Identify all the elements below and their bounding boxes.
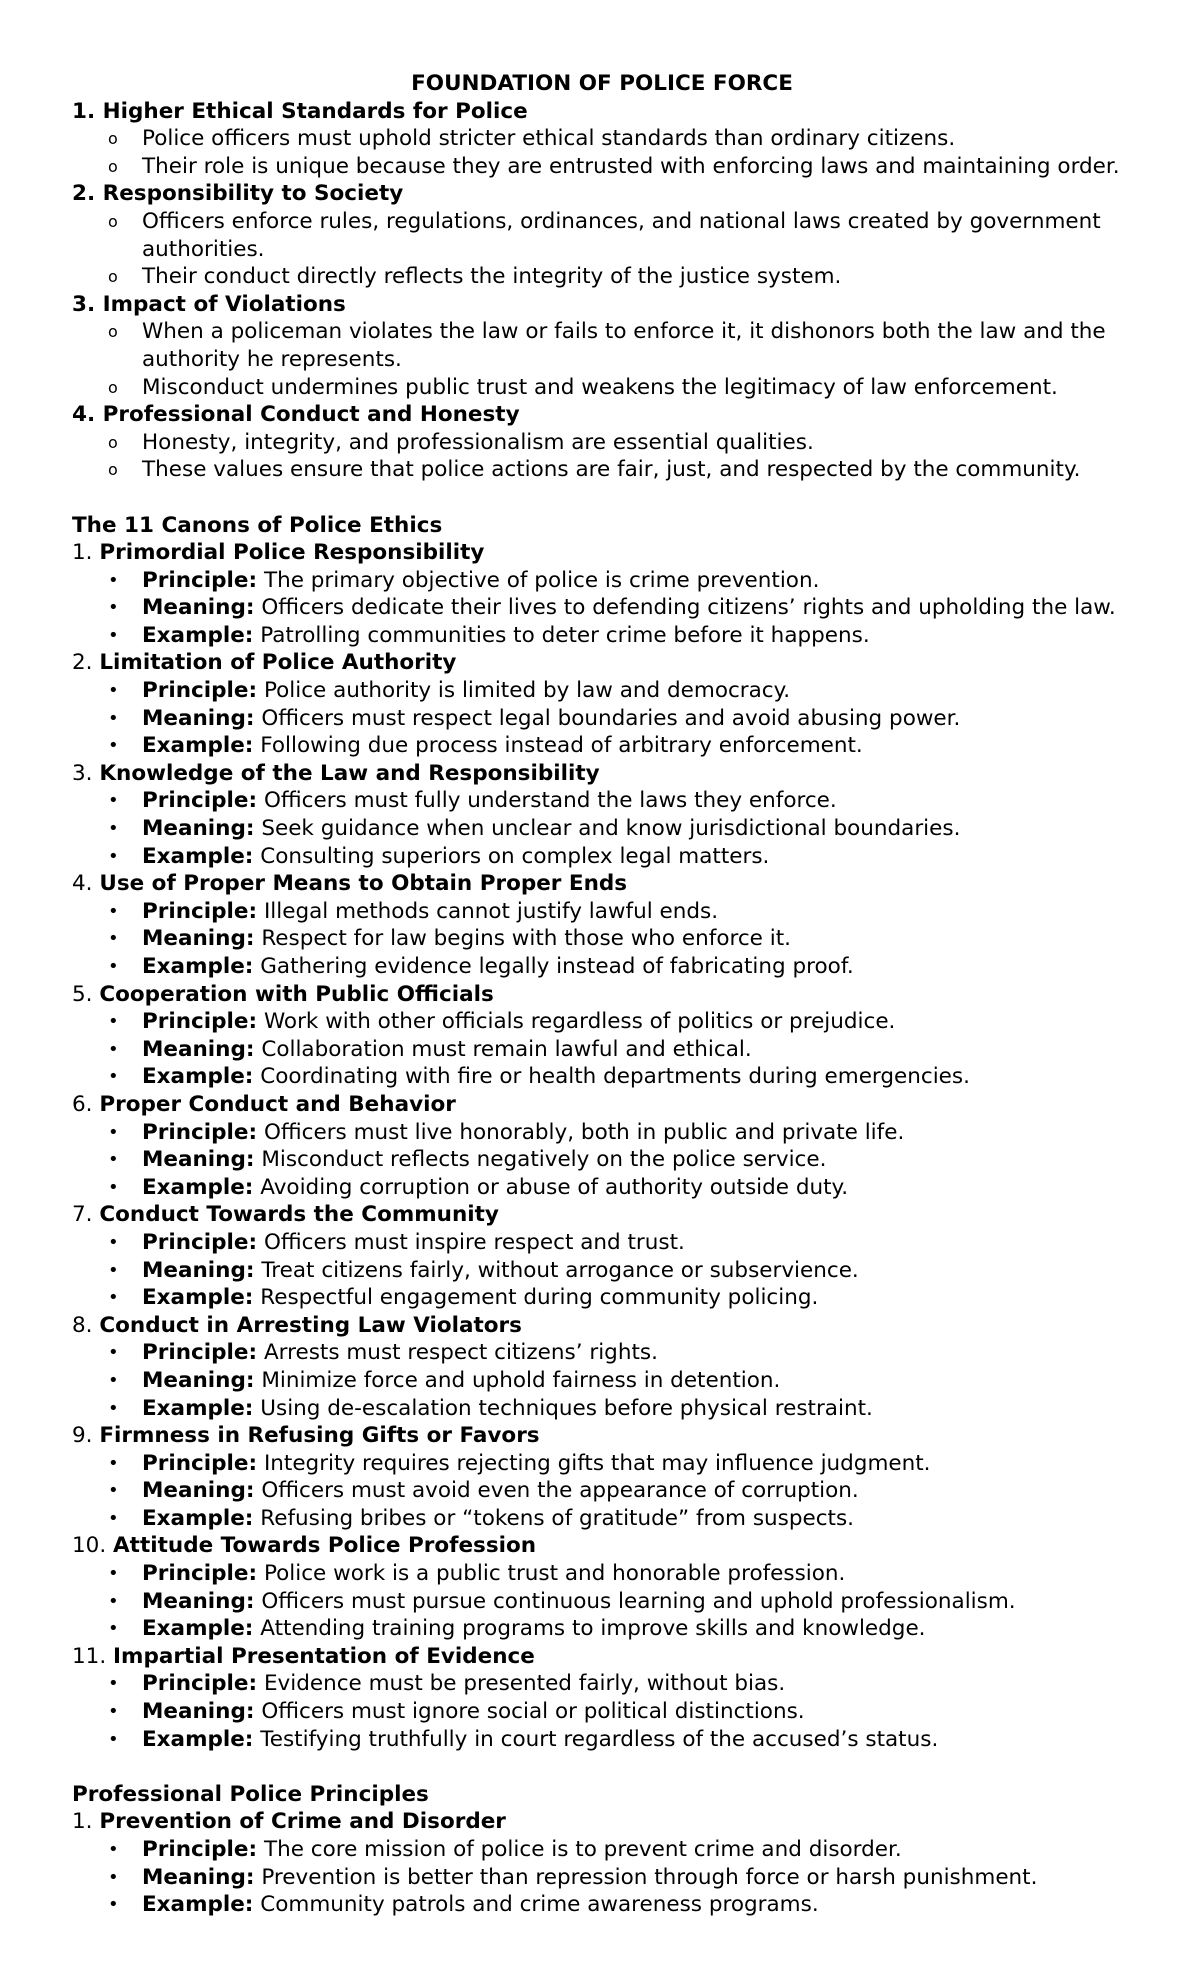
- meaning-label: Meaning:: [142, 705, 255, 731]
- example-text: Respectful engagement during community policing.: [260, 1285, 819, 1311]
- meaning-text: Officers dedicate their lives to defending citizens’ rights and upholding the law.: [261, 595, 1116, 621]
- bullet-icon: •: [108, 1121, 119, 1143]
- bullet-icon: •: [108, 1038, 119, 1060]
- item-text: Honesty, integrity, and professionalism are essential qualities.: [142, 429, 814, 455]
- principle-label: Principle:: [142, 1837, 258, 1862]
- heading-number: 1.: [72, 98, 96, 124]
- heading-number: 2.: [72, 181, 96, 207]
- heading-text: Higher Ethical Standards for Police: [102, 98, 528, 124]
- bullet-principle: [72, 787, 1132, 815]
- example-label: Example:: [142, 1064, 254, 1090]
- item-text: These values ensure that police actions are fair, just, and respected by the community.: [142, 457, 1081, 483]
- document-page: [72, 70, 1132, 1919]
- principle-label: Principle:: [142, 1671, 258, 1697]
- example-label: Example:: [142, 1395, 254, 1421]
- bullet-meaning: [72, 1477, 1132, 1505]
- foundation-item: [72, 208, 1132, 236]
- example-text: Following due process instead of arbitrary enforcement.: [260, 733, 863, 759]
- bullet-icon: •: [108, 1397, 119, 1419]
- bullet-meaning: [72, 705, 1132, 733]
- bullet-icon: •: [108, 845, 119, 867]
- foundation-heading: [72, 98, 1132, 126]
- circle-bullet-icon: o: [108, 322, 118, 342]
- bullet-principle: [72, 1836, 1132, 1864]
- example-label: Example:: [142, 1892, 254, 1918]
- foundation-heading: [72, 180, 1132, 208]
- heading-text: Cooperation with Public Officials: [99, 981, 494, 1007]
- example-label: Example:: [142, 733, 254, 759]
- heading-number: 6.: [72, 1091, 93, 1117]
- heading-text: Proper Conduct and Behavior: [99, 1091, 456, 1117]
- item-text: authority he represents.: [142, 346, 402, 372]
- canons-title: The 11 Canons of Police Ethics: [72, 512, 443, 538]
- heading-number: 1.: [72, 1809, 93, 1835]
- heading-text: Firmness in Refusing Gifts or Favors: [99, 1423, 540, 1449]
- bullet-icon: •: [108, 900, 119, 922]
- heading-text: Impact of Violations: [102, 291, 346, 317]
- circle-bullet-icon: o: [108, 432, 118, 452]
- bullet-principle: [72, 1229, 1132, 1257]
- bullet-example: [72, 1284, 1132, 1312]
- meaning-text: Officers must respect legal boundaries and avoid abusing power.: [261, 705, 961, 731]
- meaning-text: Officers must pursue continuous learning and uphold professionalism.: [261, 1588, 1016, 1614]
- bullet-example: [72, 622, 1132, 650]
- bullet-icon: •: [108, 1618, 119, 1640]
- heading-text: Primordial Police Responsibility: [99, 540, 485, 566]
- bullet-example: [72, 1174, 1132, 1202]
- foundation-item: [72, 236, 1132, 264]
- circle-bullet-icon: o: [108, 129, 118, 149]
- meaning-label: Meaning:: [142, 1147, 255, 1173]
- bullet-icon: •: [108, 1728, 119, 1750]
- heading-number: 3.: [72, 760, 93, 786]
- list-heading: [72, 1091, 1132, 1119]
- bullet-icon: •: [108, 956, 119, 977]
- bullet-meaning: [72, 815, 1132, 843]
- meaning-text: Respect for law begins with those who enforce it.: [261, 926, 791, 952]
- foundation-item: [72, 346, 1132, 374]
- principle-label: Principle:: [142, 1119, 258, 1145]
- bullet-icon: •: [108, 1894, 119, 1916]
- bullet-icon: •: [108, 790, 119, 812]
- principle-label: Principle:: [142, 1450, 258, 1476]
- heading-text: Knowledge of the Law and Responsibility: [99, 760, 600, 786]
- principle-text: Integrity requires rejecting gifts that may influence judgment.: [263, 1450, 931, 1476]
- meaning-label: Meaning:: [142, 1036, 255, 1062]
- bullet-icon: •: [108, 1369, 119, 1391]
- bullet-principle: [72, 1339, 1132, 1367]
- item-text: Their conduct directly reflects the integrity of the justice system.: [142, 264, 842, 290]
- bullet-icon: •: [108, 1701, 119, 1723]
- principle-text: Police authority is limited by law and democracy.: [263, 678, 791, 704]
- foundation-item: [72, 429, 1132, 457]
- example-text: Coordinating with fire or health departments during emergencies.: [260, 1064, 970, 1090]
- foundation-item: [72, 153, 1132, 181]
- meaning-text: Treat citizens fairly, without arrogance or subservience.: [261, 1257, 859, 1283]
- example-label: Example:: [142, 1174, 254, 1200]
- meaning-text: Minimize force and uphold fairness in detention.: [261, 1367, 781, 1393]
- spacer: [72, 1753, 1132, 1781]
- bullet-icon: •: [108, 1287, 119, 1309]
- meaning-label: Meaning:: [142, 1864, 255, 1890]
- example-text: Avoiding corruption or abuse of authority outside duty.: [260, 1174, 849, 1200]
- list-heading: [72, 760, 1132, 788]
- principle-text: The core mission of police is to prevent crime and disorder.: [263, 1837, 902, 1862]
- bullet-principle: [72, 898, 1132, 926]
- principle-text: Officers must fully understand the laws they enforce.: [263, 788, 837, 814]
- bullet-example: [72, 1505, 1132, 1533]
- bullet-icon: •: [108, 1011, 119, 1033]
- bullet-icon: •: [108, 928, 119, 950]
- bullet-example: [72, 843, 1132, 871]
- circle-bullet-icon: o: [108, 460, 118, 480]
- bullet-icon: •: [108, 569, 119, 591]
- principle-label: Principle:: [142, 788, 258, 814]
- heading-number: 3.: [72, 291, 96, 317]
- list-heading: [72, 1201, 1132, 1229]
- principle-label: Principle:: [142, 567, 258, 593]
- example-text: Gathering evidence legally instead of fabricating proof.: [260, 954, 854, 979]
- bullet-icon: •: [108, 1259, 119, 1281]
- canons-list: [72, 539, 1132, 1753]
- list-heading: [72, 1808, 1132, 1836]
- bullet-example: [72, 1726, 1132, 1754]
- bullet-meaning: [72, 1257, 1132, 1285]
- principle-text: Illegal methods cannot justify lawful ends.: [263, 898, 719, 924]
- bullet-icon: •: [108, 1673, 119, 1695]
- heading-text: Prevention of Crime and Disorder: [99, 1809, 506, 1835]
- bullet-icon: •: [108, 818, 119, 840]
- principle-text: Officers must inspire respect and trust.: [263, 1229, 685, 1255]
- example-text: Patrolling communities to deter crime before it happens.: [260, 622, 870, 648]
- list-heading: [72, 649, 1132, 677]
- meaning-label: Meaning:: [142, 595, 255, 621]
- bullet-icon: •: [108, 1507, 119, 1529]
- foundation-item: [72, 374, 1132, 402]
- meaning-label: Meaning:: [142, 1588, 255, 1614]
- principle-label: Principle:: [142, 1009, 258, 1035]
- spacer: [72, 484, 1132, 512]
- bullet-icon: •: [108, 1066, 119, 1088]
- bullet-meaning: [72, 1036, 1132, 1064]
- principle-label: Principle:: [142, 678, 258, 704]
- example-label: Example:: [142, 622, 254, 648]
- bullet-example: [72, 1063, 1132, 1091]
- bullet-icon: •: [108, 1839, 119, 1860]
- heading-number: 4.: [72, 402, 96, 428]
- bullet-icon: •: [108, 1342, 119, 1364]
- meaning-text: Collaboration must remain lawful and ethical.: [261, 1036, 752, 1062]
- circle-bullet-icon: o: [108, 267, 118, 287]
- heading-number: 5.: [72, 981, 93, 1007]
- example-label: Example:: [142, 1726, 254, 1752]
- bullet-principle: [72, 1008, 1132, 1036]
- meaning-label: Meaning:: [142, 1257, 255, 1283]
- principles-title: Professional Police Principles: [72, 1781, 429, 1807]
- bullet-icon: •: [108, 707, 119, 729]
- bullet-example: [72, 1615, 1132, 1643]
- bullet-icon: •: [108, 597, 119, 619]
- heading-number: 1.: [72, 540, 93, 566]
- bullet-principle: [72, 567, 1132, 595]
- heading-text: Responsibility to Society: [102, 181, 404, 207]
- principle-label: Principle:: [142, 898, 258, 924]
- item-text: Misconduct undermines public trust and weakens the legitimacy of law enforcement.: [142, 374, 1058, 400]
- foundation-heading: [72, 291, 1132, 319]
- meaning-text: Seek guidance when unclear and know jurisdictional boundaries.: [261, 816, 961, 842]
- bullet-meaning: [72, 1367, 1132, 1395]
- item-text: Police officers must uphold stricter ethical standards than ordinary citizens.: [142, 126, 956, 152]
- heading-text: Use of Proper Means to Obtain Proper Ends: [99, 871, 628, 897]
- bullet-icon: •: [108, 1176, 119, 1198]
- bullet-principle: [72, 1450, 1132, 1478]
- heading-number: 4.: [72, 871, 93, 897]
- heading-number: 2.: [72, 650, 93, 676]
- principle-text: Police work is a public trust and honorable profession.: [263, 1561, 846, 1587]
- bullet-meaning: [72, 925, 1132, 953]
- list-heading: [72, 1532, 1132, 1560]
- bullet-icon: •: [108, 1231, 119, 1253]
- bullet-principle: [72, 1119, 1132, 1147]
- meaning-label: Meaning:: [142, 1367, 255, 1393]
- heading-text: Professional Conduct and Honesty: [102, 402, 520, 428]
- circle-bullet-icon: o: [108, 211, 118, 231]
- bullet-icon: •: [108, 735, 119, 757]
- principle-label: Principle:: [142, 1561, 258, 1587]
- example-label: Example:: [142, 954, 254, 979]
- example-text: Consulting superiors on complex legal matters.: [260, 843, 770, 869]
- circle-bullet-icon: o: [108, 156, 118, 176]
- principle-text: Work with other officials regardless of politics or prejudice.: [263, 1009, 896, 1035]
- circle-bullet-icon: o: [108, 377, 118, 397]
- bullet-icon: •: [108, 1563, 119, 1585]
- foundation-heading: [72, 401, 1132, 429]
- heading-text: Conduct Towards the Community: [99, 1202, 499, 1228]
- principles-list: [72, 1808, 1132, 1918]
- meaning-label: Meaning:: [142, 1699, 255, 1725]
- example-text: Attending training programs to improve skills and knowledge.: [260, 1616, 926, 1642]
- heading-number: 9.: [72, 1423, 93, 1449]
- list-heading: [72, 981, 1132, 1009]
- heading-number: 8.: [72, 1312, 93, 1338]
- bullet-principle: [72, 1560, 1132, 1588]
- bullet-example: [72, 1891, 1132, 1919]
- bullet-meaning: [72, 1588, 1132, 1616]
- list-heading: [72, 1422, 1132, 1450]
- meaning-text: Prevention is better than repression through force or harsh punishment.: [261, 1864, 1038, 1890]
- meaning-text: Officers must avoid even the appearance of corruption.: [261, 1478, 859, 1504]
- foundation-item: [72, 263, 1132, 291]
- meaning-label: Meaning:: [142, 1478, 255, 1504]
- bullet-icon: •: [108, 624, 119, 646]
- bullet-meaning: [72, 1698, 1132, 1726]
- bullet-principle: [72, 1670, 1132, 1698]
- foundation-item: [72, 125, 1132, 153]
- bullet-example: [72, 953, 1132, 981]
- bullet-principle: [72, 677, 1132, 705]
- principle-label: Principle:: [142, 1229, 258, 1255]
- heading-text: Limitation of Police Authority: [99, 650, 457, 676]
- example-label: Example:: [142, 843, 254, 869]
- bullet-meaning: [72, 1864, 1132, 1892]
- meaning-text: Officers must ignore social or political distinctions.: [261, 1699, 805, 1725]
- bullet-icon: •: [108, 680, 119, 702]
- principle-text: Officers must live honorably, both in public and private life.: [263, 1119, 905, 1145]
- heading-number: 10.: [72, 1533, 107, 1559]
- meaning-label: Meaning:: [142, 926, 255, 952]
- bullet-icon: •: [108, 1149, 119, 1171]
- bullet-meaning: [72, 1146, 1132, 1174]
- example-label: Example:: [142, 1505, 254, 1531]
- bullet-icon: •: [108, 1452, 119, 1474]
- bullet-icon: •: [108, 1590, 119, 1612]
- bullet-meaning: [72, 594, 1132, 622]
- foundation-item: [72, 318, 1132, 346]
- heading-text: Impartial Presentation of Evidence: [113, 1643, 535, 1669]
- list-heading: [72, 539, 1132, 567]
- item-text: Officers enforce rules, regulations, ordinances, and national laws created by government: [142, 208, 1101, 234]
- example-label: Example:: [142, 1616, 254, 1642]
- meaning-label: Meaning:: [142, 816, 255, 842]
- item-text: authorities.: [142, 236, 265, 262]
- principle-label: Principle:: [142, 1340, 258, 1366]
- example-text: Using de-escalation techniques before physical restraint.: [260, 1395, 873, 1421]
- principle-text: Evidence must be presented fairly, without bias.: [263, 1671, 786, 1697]
- example-text: Community patrols and crime awareness programs.: [260, 1892, 819, 1918]
- bullet-example: [72, 732, 1132, 760]
- heading-number: 7.: [72, 1202, 93, 1228]
- item-text: When a policeman violates the law or fails to enforce it, it dishonors both the law and the: [142, 319, 1106, 345]
- heading-text: Conduct in Arresting Law Violators: [99, 1312, 522, 1338]
- list-heading: [72, 1312, 1132, 1340]
- heading-text: Attitude Towards Police Profession: [113, 1533, 537, 1559]
- heading-number: 11.: [72, 1643, 107, 1669]
- bullet-example: [72, 1395, 1132, 1423]
- list-heading: [72, 870, 1132, 898]
- principle-text: Arrests must respect citizens’ rights.: [263, 1340, 658, 1366]
- bullet-icon: •: [108, 1480, 119, 1502]
- document-title: FOUNDATION OF POLICE FORCE: [411, 71, 793, 96]
- item-text: Their role is unique because they are entrusted with enforcing laws and maintaining order.: [142, 153, 1120, 179]
- meaning-text: Misconduct reflects negatively on the police service.: [261, 1147, 827, 1173]
- foundation-item: [72, 456, 1132, 484]
- list-heading: [72, 1643, 1132, 1671]
- example-label: Example:: [142, 1285, 254, 1311]
- foundation-list: [72, 98, 1132, 484]
- bullet-icon: •: [108, 1866, 119, 1888]
- example-text: Refusing bribes or “tokens of gratitude” from suspects.: [260, 1505, 855, 1531]
- principle-text: The primary objective of police is crime prevention.: [263, 567, 820, 593]
- example-text: Testifying truthfully in court regardless of the accused’s status.: [260, 1726, 939, 1752]
